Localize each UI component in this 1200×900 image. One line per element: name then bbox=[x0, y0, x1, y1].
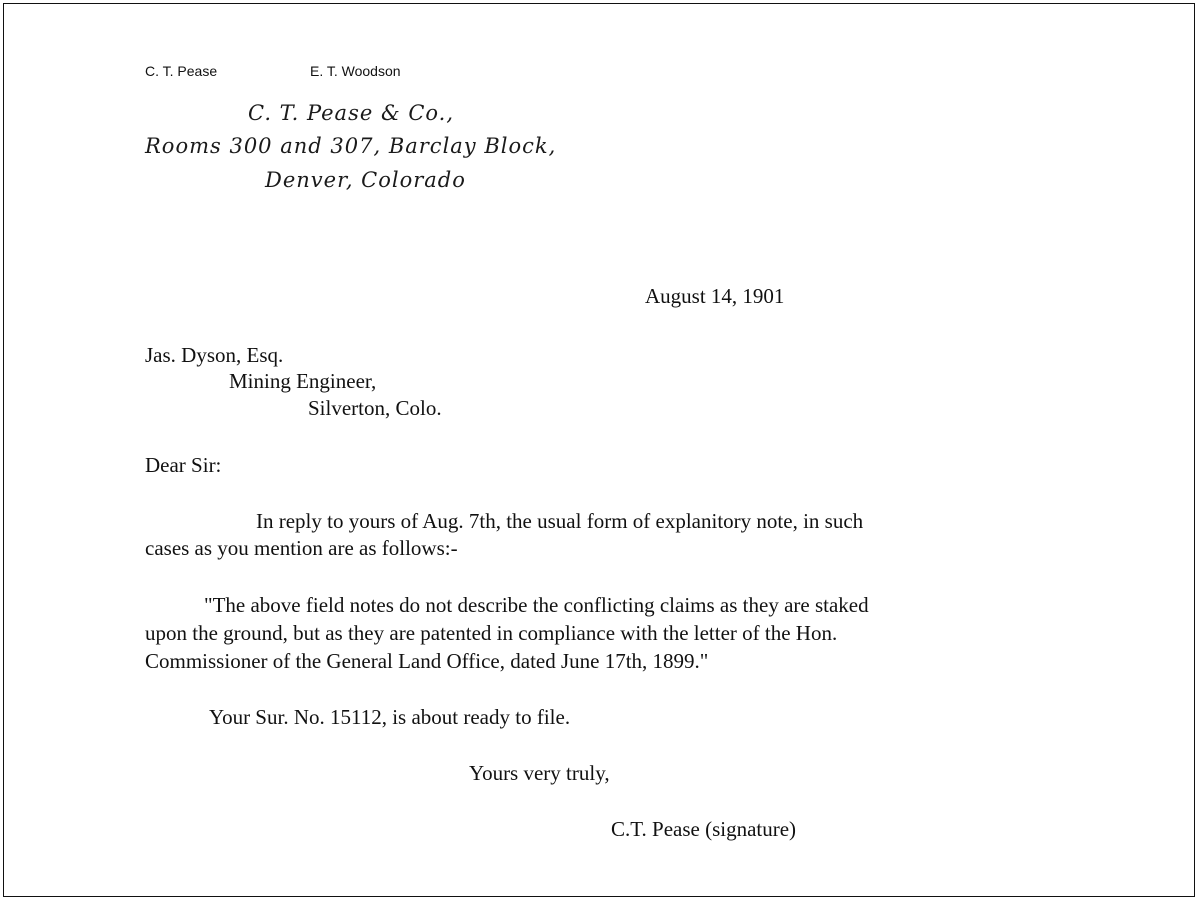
closing: Yours very truly, bbox=[469, 761, 610, 785]
letterhead-firm-name: C. T. Pease & Co., bbox=[248, 101, 455, 125]
recipient-location: Silverton, Colo. bbox=[308, 396, 442, 420]
letterhead-city: Denver, Colorado bbox=[265, 168, 466, 192]
partner-name-right: E. T. Woodson bbox=[310, 63, 401, 79]
partner-name-left: C. T. Pease bbox=[145, 63, 218, 79]
recipient-title: Mining Engineer, bbox=[229, 369, 377, 393]
letter-date: August 14, 1901 bbox=[645, 284, 785, 308]
recipient-name: Jas. Dyson, Esq. bbox=[145, 343, 284, 367]
quoted-note-line-2: upon the ground, but as they are patented in compliance with the letter of the Hon. bbox=[145, 621, 838, 645]
quoted-note-line-1: "The above field notes do not describe the conflicting claims as they are staked bbox=[204, 593, 869, 617]
body-paragraph-1-line-2: cases as you mention are as follows:- bbox=[145, 536, 458, 560]
body-paragraph-3: Your Sur. No. 15112, is about ready to file. bbox=[209, 705, 571, 729]
letterhead-address: Rooms 300 and 307, Barclay Block, bbox=[145, 134, 557, 158]
salutation: Dear Sir: bbox=[145, 453, 222, 477]
quoted-note-line-3: Commissioner of the General Land Office, dated June 17th, 1899." bbox=[145, 649, 709, 673]
body-paragraph-1-line-1: In reply to yours of Aug. 7th, the usual form of explanitory note, in such bbox=[256, 509, 864, 533]
signature: C.T. Pease (signature) bbox=[611, 817, 797, 841]
